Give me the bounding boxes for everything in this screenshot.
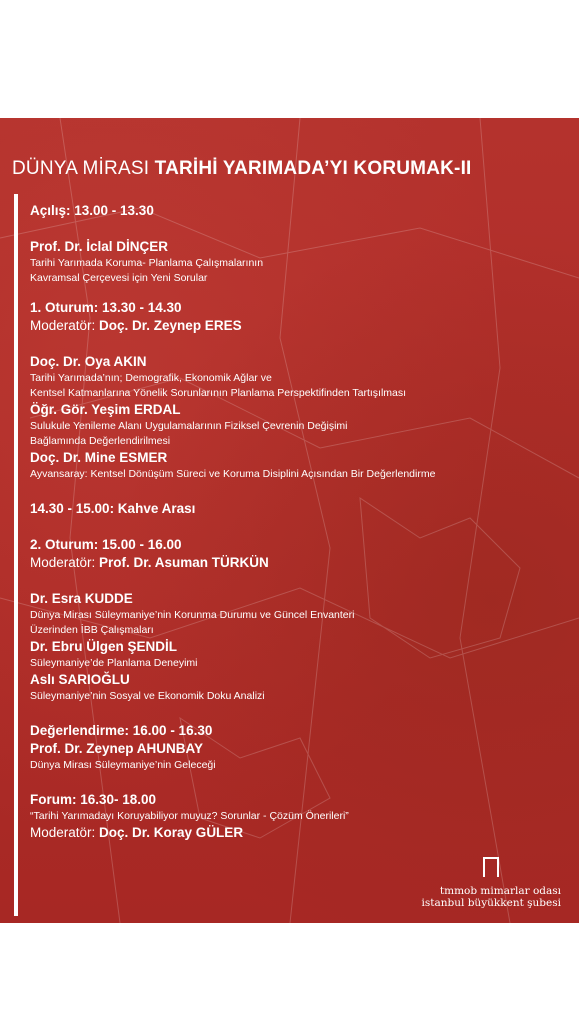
talk-title: Sulukule Yenileme Alanı Uygulamalarının Fiziksel Çevrenin Değişimi: [30, 420, 348, 432]
evaluation-time: Değerlendirme: 16.00 - 16.30: [30, 723, 213, 738]
program-list: [30, 202, 570, 842]
poster-title: [12, 158, 472, 180]
logo-line-2: istanbul büyükkent şubesi: [421, 897, 561, 909]
coffee-break: 14.30 - 15.00: Kahve Arası: [30, 501, 196, 516]
title-bold: TARİHİ YARIMADA’YI KORUMAK-II: [154, 158, 472, 179]
talk-title: Ayvansaray: Kentsel Dönüşüm Süreci ve Koruma Disiplini Açısından Bir Değerlendirme: [30, 468, 436, 480]
speaker-name: Öğr. Gör. Yeşim ERDAL: [30, 402, 181, 417]
moderator-label: Moderatör:: [30, 555, 100, 570]
moderator-name: Doç. Dr. Koray GÜLER: [99, 825, 244, 840]
title-light: DÜNYA MİRASI: [12, 158, 150, 179]
session-time: 2. Oturum: 15.00 - 16.00: [30, 537, 182, 552]
talk-title: Dünya Mirası Süleymaniye’nin Korunma Durumu ve Güncel Envanteri: [30, 609, 355, 621]
moderator-line: [30, 824, 570, 842]
talk-title: Üzerinden İBB Çalışmaları: [30, 624, 154, 636]
moderator-line: [30, 317, 570, 335]
moderator-label: Moderatör:: [30, 825, 100, 840]
opening-time: Açılış: 13.00 - 13.30: [30, 203, 154, 218]
talk-title: Bağlamında Değerlendirilmesi: [30, 435, 171, 447]
talk-title: Süleymaniye’nin Sosyal ve Ekonomik Doku Analizi: [30, 690, 265, 702]
speaker-name: Aslı SARIOĞLU: [30, 672, 130, 687]
talk-title: Tarihi Yarımada Koruma- Planlama Çalışmalarının: [30, 257, 264, 269]
logo-mark-icon: [483, 857, 499, 877]
vertical-rule: [14, 194, 18, 916]
speaker-name: Doç. Dr. Oya AKIN: [30, 354, 147, 369]
speaker-name: Prof. Dr. Zeynep AHUNBAY: [30, 741, 204, 756]
speaker-name: Doç. Dr. Mine ESMER: [30, 450, 168, 465]
speaker-name: Dr. Esra KUDDE: [30, 591, 133, 606]
session-time: 1. Oturum: 13.30 - 14.30: [30, 300, 182, 315]
forum-topic: “Tarihi Yarımadayı Koruyabiliyor muyuz? Sorunlar - Çözüm Önerileri”: [30, 810, 349, 822]
organizer-logo: [401, 857, 561, 909]
talk-title: Dünya Mirası Süleymaniye’nin Geleceği: [30, 759, 216, 771]
talk-title: Süleymaniye’de Planlama Deneyimi: [30, 657, 198, 669]
moderator-name: Prof. Dr. Asuman TÜRKÜN: [99, 555, 269, 570]
logo-line-1: tmmob mimarlar odası: [439, 885, 561, 897]
talk-title: Kentsel Katmanlarına Yönelik Sorunlarının Planlama Perspektifinden Tartışılması: [30, 387, 407, 399]
talk-title: Tarihi Yarımada’nın; Demografik, Ekonomik Ağlar ve: [30, 372, 272, 384]
moderator-label: Moderatör:: [30, 318, 100, 333]
speaker-name: Prof. Dr. İclal DİNÇER: [30, 239, 169, 254]
speaker-name: Dr. Ebru Ülgen ŞENDİL: [30, 639, 178, 654]
moderator-line: [30, 554, 570, 572]
event-poster: [0, 118, 579, 923]
talk-title: Kavramsal Çerçevesi için Yeni Sorular: [30, 272, 208, 284]
moderator-name: Doç. Dr. Zeynep ERES: [99, 318, 242, 333]
forum-time: Forum: 16.30- 18.00: [30, 792, 157, 807]
